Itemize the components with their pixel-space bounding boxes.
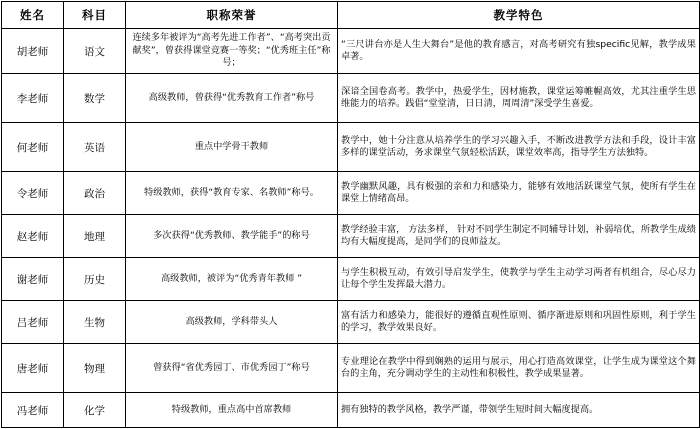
table-row [2,215,700,258]
table-row [2,344,700,393]
cell-honor: 特级教师，获得“教育专家、名教师”称号。 [126,172,338,215]
column-header-honor: 职称荣誉 [126,2,338,29]
cell-feature: 拥有独特的教学风格，教学严谨，带领学生短时间大幅度提高。 [338,393,700,428]
cell-feature: 教学中，她十分注意从培养学生的学习兴趣入手，不断改进教学方法和手段，设计丰富多样的课堂活动，务求课堂气氛轻松活跃，课堂效率高，指导学生方法独特。 [338,123,700,172]
cell-feature: 与学生积极互动，有效引导启发学生，使教学与学生主动学习两者有机组合，尽心尽力让每个学生发挥最大潜力。 [338,258,700,301]
document-sheet [0,1,700,429]
cell-name: 赵老师 [2,215,64,258]
table-row [2,74,700,123]
cell-subject: 语文 [64,29,126,74]
table-row [2,123,700,172]
cell-feature: 专业理论在教学中得到娴熟的运用与展示，用心打造高效课堂，让学生成为课堂这个舞台的主角，充分调动学生的主动性和积极性，教学成果显著。 [338,344,700,393]
cell-subject: 化学 [64,393,126,428]
cell-subject: 数学 [64,74,126,123]
table-body [2,29,700,428]
cell-subject: 政治 [64,172,126,215]
cell-name: 唐老师 [2,344,64,393]
cell-honor: 高级教师，曾获得“优秀教育工作者”称号 [126,74,338,123]
cell-honor: 连续多年被评为“高考先进工作者”、“高考突出贡献奖”，曾获得课堂竞赛一等奖；“优秀班主任”称号； [126,29,338,74]
cell-honor: 高级教师，学科带头人 [126,301,338,344]
table-header-row [2,2,700,29]
cell-honor: 重点中学骨干教师 [126,123,338,172]
teacher-info-table [1,1,700,428]
table-row [2,301,700,344]
cell-subject: 历史 [64,258,126,301]
column-header-name: 姓名 [2,2,64,29]
table-row [2,172,700,215]
cell-subject: 物理 [64,344,126,393]
column-header-feature: 教学特色 [338,2,700,29]
cell-honor: 高级教师，被评为“优秀青年教师 ” [126,258,338,301]
cell-honor: 曾获得“省优秀园丁、市优秀园丁”称号 [126,344,338,393]
cell-feature: 教学幽默风趣，具有极强的亲和力和感染力，能够有效地活跃课堂气氛，使所有学生在课堂上情绪高昂。 [338,172,700,215]
cell-feature: “三尺讲台亦是人生大舞台”是他的教育感言，对高考研究有独specific见解，教学成果卓著。 [338,29,700,74]
cell-honor: 特级教师，重点高中首席教师 [126,393,338,428]
cell-name: 令老师 [2,172,64,215]
cell-subject: 生物 [64,301,126,344]
cell-name: 胡老师 [2,29,64,74]
cell-subject: 地理 [64,215,126,258]
cell-name: 吕老师 [2,301,64,344]
cell-name: 冯老师 [2,393,64,428]
cell-honor: 多次获得“优秀教师、教学能手”的称号 [126,215,338,258]
cell-name: 何老师 [2,123,64,172]
table-row [2,393,700,428]
cell-name: 李老师 [2,74,64,123]
cell-subject: 英语 [64,123,126,172]
table-row [2,258,700,301]
table-row [2,29,700,74]
cell-feature: 深谙全国卷高考。教学中，热爱学生，因材施教，课堂运筹帷幄高效，尤其注重学生思维能力的培养。践倡“堂堂清，日日清，周周清”深受学生喜爱。 [338,74,700,123]
cell-feature: 教学经验丰富， 方法多样， 针对不同学生制定不同辅导计划，补弱培优，所教学生成绩均有大幅度提高，是同学们的良师益友。 [338,215,700,258]
table-header [2,2,700,29]
cell-feature: 富有活力和感染力，能很好的遵循直观性原则、循序渐进原则和巩固性原则，利于学生的学习，教学效果良好。 [338,301,700,344]
column-header-subject: 科目 [64,2,126,29]
cell-name: 谢老师 [2,258,64,301]
